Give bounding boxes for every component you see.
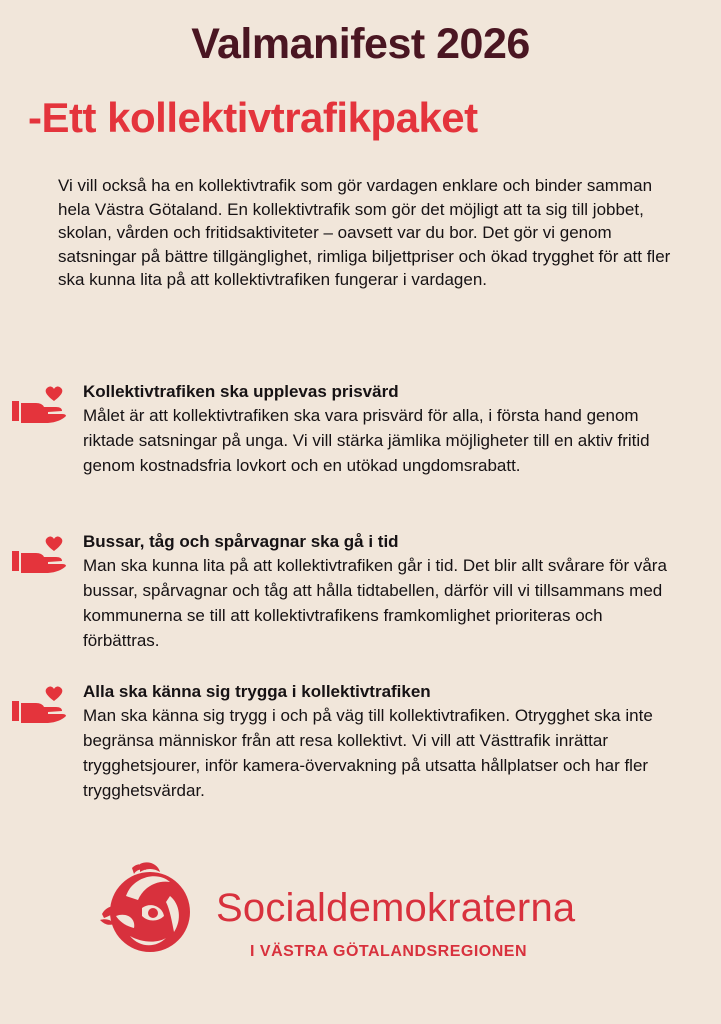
point-body: Man ska känna sig trygg i och på väg till kollektivtrafiken. Otrygghet ska inte begränsa människor från att resa kollektivt. Vi vill att Västtrafik inrättar trygghetsjourer, inför kamera-övervakning på utsatta hållplatser och har fler trygghetsvärdar.: [83, 706, 653, 800]
point-body: Målet är att kollektivtrafiken ska vara prisvärd för alla, i första hand genom riktade satsningar på unga. Vi vill stärka jämlika möjligheter till en aktiv fritid genom kostnadsfria lovkort och en utökad ungdomsrabatt.: [83, 406, 650, 475]
hand-heart-icon: [10, 685, 70, 725]
party-region: I VÄSTRA GÖTALANDSREGIONEN: [250, 943, 528, 960]
point-heading: Alla ska känna sig trygga i kollektivtrafiken: [83, 682, 431, 701]
party-name: Socialdemokraterna: [216, 886, 576, 930]
hand-heart-icon: [10, 535, 70, 575]
intro-paragraph: Vi vill också ha en kollektivtrafik som gör vardagen enklare och binder samman hela Västra Götaland. En kollektivtrafik som gör det möjligt att ta sig till jobbet, skolan, vården och fritidsaktiviteter – oavsett var du bor. Det gör vi genom satsningar på bättre tillgänglighet, rimliga biljettpriser och ökad trygghet för att fler ska kunna lita på att kollektivtrafiken fungerar i vardagen.: [58, 176, 671, 289]
page-title: Valmanifest 2026: [191, 20, 530, 68]
rose-logo-icon: [96, 856, 200, 960]
point-heading: Bussar, tåg och spårvagnar ska gå i tid: [83, 532, 399, 551]
page-subtitle: -Ett kollektivtrafikpaket: [28, 94, 478, 141]
point-heading: Kollektivtrafiken ska upplevas prisvärd: [83, 382, 399, 401]
point-body: Man ska kunna lita på att kollektivtrafiken går i tid. Det blir allt svårare för våra bussar, spårvagnar och tåg att hålla tidtabellen, därför vill vi tillsammans med kommunerna se till att kollektivtrafikens framkomlighet prioriteras och förbättras.: [83, 556, 667, 650]
hand-heart-icon: [10, 385, 70, 425]
